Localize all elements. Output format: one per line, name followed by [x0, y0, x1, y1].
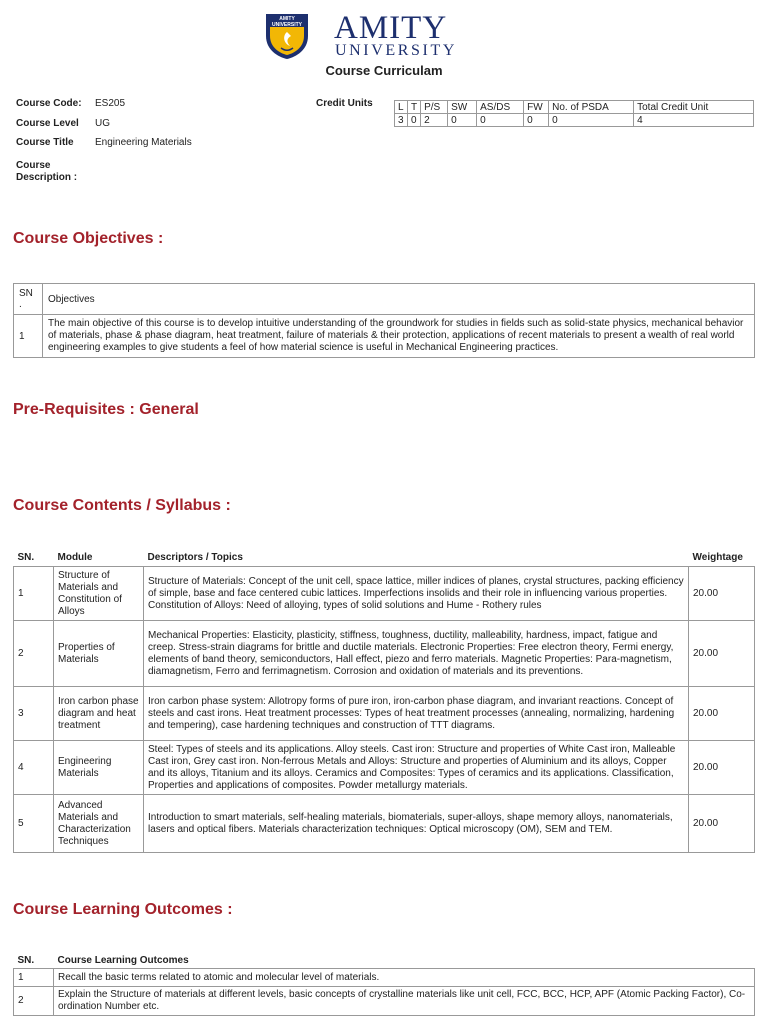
objectives-sn-header	[14, 284, 43, 315]
credit-header: P/S	[421, 101, 448, 114]
table-row	[14, 621, 755, 687]
table-row	[14, 741, 755, 795]
credit-table	[394, 100, 754, 127]
credit-value: 0	[448, 114, 477, 127]
table-row	[14, 969, 755, 987]
credit-value: 2	[421, 114, 448, 127]
credit-units-label: Credit Units	[316, 98, 373, 109]
credit-header: SW	[448, 101, 477, 114]
credit-header-row	[395, 101, 754, 114]
crest-text: AMITY UNIVERSITY	[271, 16, 302, 28]
syllabus-module: Iron carbon phase diagram and heat treatment	[54, 687, 144, 741]
objectives-header-row	[14, 284, 755, 315]
course-code-value: ES205	[95, 98, 126, 109]
credit-value: 0	[408, 114, 421, 127]
credit-value: 3	[395, 114, 408, 127]
sn-header-line1: SN	[19, 288, 33, 299]
table-row	[14, 567, 755, 621]
syllabus-weight-header: Weightage	[692, 551, 743, 563]
syllabus-module-header: Module	[57, 551, 93, 563]
credit-header: Total Credit Unit	[634, 101, 754, 114]
table-row	[14, 795, 755, 853]
credit-value-row	[395, 114, 754, 127]
outcome-sn: 1	[14, 969, 54, 987]
objective-text: The main objective of this course is to develop intuitive understanding of the groundwork for studies in fields such as solid-state physics, mechanical behavior of materials, phase & phase diagram, heat treatment, failure of materials & their protection, applications of recent materials to present a wealth of real world engineering examples to give students a feel of how material science is useful in Mechanical Engineering practices.	[43, 315, 755, 358]
syllabus-table	[13, 548, 755, 853]
outcome-text: Recall the basic terms related to atomic and molecular level of materials.	[54, 969, 755, 987]
syllabus-desc-header: Descriptors / Topics	[147, 551, 243, 563]
course-code-label: Course Code:	[16, 98, 82, 109]
syllabus-desc: Iron carbon phase system: Allotropy forms of pure iron, iron-carbon phase diagram, and invariant reactions. Concept of steels and cast irons. Heat treatment processes: Types of heat treatment processes (annealing, normalizing, hardening and tempering), case hardening techniques and construction of TTT diagrams.	[144, 687, 689, 741]
outcomes-heading: Course Learning Outcomes :	[13, 901, 233, 918]
table-row	[14, 315, 755, 358]
desc-label-line2: Description :	[16, 172, 78, 183]
desc-label-line1: Course	[16, 160, 51, 171]
syllabus-sn: 3	[14, 687, 54, 741]
course-level-label: Course Level	[16, 118, 79, 129]
syllabus-weight: 20.00	[689, 795, 755, 853]
logo-line2: UNIVERSITY	[335, 42, 457, 59]
syllabus-module: Structure of Materials and Constitution of Alloys	[54, 567, 144, 621]
page-title: Course Curriculam	[325, 63, 443, 78]
course-title-value: Engineering Materials	[95, 137, 192, 148]
table-row	[14, 987, 755, 1016]
course-level-value: UG	[95, 118, 110, 129]
credit-header: L	[395, 101, 408, 114]
credit-value: 0	[477, 114, 524, 127]
credit-header: No. of PSDA	[549, 101, 634, 114]
syllabus-desc: Structure of Materials: Concept of the unit cell, space lattice, miller indices of planes, crystal structures, packing efficiency of simple, base and face centered cubic lattices. Imperfections insolids and their role in influencing various properties. Constitution of Alloys: Need of alloying, types of solid solutions and Hume - Rothery rules	[144, 567, 689, 621]
syllabus-weight: 20.00	[689, 567, 755, 621]
syllabus-module: Engineering Materials	[54, 741, 144, 795]
syllabus-module: Advanced Materials and Characterization Techniques	[54, 795, 144, 853]
objective-sn: 1	[14, 315, 43, 358]
syllabus-sn: 4	[14, 741, 54, 795]
syllabus-sn: 1	[14, 567, 54, 621]
syllabus-sn: 2	[14, 621, 54, 687]
outcomes-col-header: Course Learning Outcomes	[57, 954, 189, 966]
credit-header: T	[408, 101, 421, 114]
course-description-label	[16, 160, 77, 184]
credit-value: 4	[634, 114, 754, 127]
outcomes-sn-header: SN.	[17, 954, 35, 966]
syllabus-desc: Mechanical Properties: Elasticity, plasticity, stiffness, toughness, ductility, malleability, hardness, impact, fatigue and creep. Stress-strain diagrams for brittle and ductile materials. Electronic Properties: Free electron theory, Fermi energy, elements of band theory, semiconductors, Hall effect, piezo and ferro materials. Magnetic Properties: Para-magnetism, diamagnetism, Ferro and ferrimagnetism. Corrosion and oxidation of materials and its preventions.	[144, 621, 689, 687]
objectives-table	[13, 283, 755, 358]
logo-line1: AMITY	[334, 10, 448, 46]
syllabus-desc: Steel: Types of steels and its applications. Alloy steels. Cast iron: Structure and properties of White Cast iron, Malleable Cast iron, Grey cast iron. Non-ferrous Metals and Alloys: Structure and properties of Aluminium and its alloys, Copper and its alloys, Titanium and its alloys. Ceramics and Composites: Types of ceramics and its applications. Classification, Properties and applications of composites. Powder metallurgy materials.	[144, 741, 689, 795]
prerequisites-heading: Pre-Requisites : General	[13, 401, 199, 418]
outcome-sn: 2	[14, 987, 54, 1016]
amity-logo	[262, 10, 512, 60]
credit-header: AS/DS	[477, 101, 524, 114]
syllabus-weight: 20.00	[689, 621, 755, 687]
sn-header-line2: .	[19, 299, 22, 310]
credit-value: 0	[524, 114, 549, 127]
outcome-text: Explain the Structure of materials at different levels, basic concepts of crystalline materials like unit cell, FCC, BCC, HCP, APF (Atomic Packing Factor), Co-ordination Number etc.	[54, 987, 755, 1016]
course-title-label: Course Title	[16, 137, 74, 148]
syllabus-heading: Course Contents / Syllabus :	[13, 497, 231, 514]
syllabus-weight: 20.00	[689, 741, 755, 795]
credit-header: FW	[524, 101, 549, 114]
objectives-col-header: Objectives	[43, 284, 755, 315]
syllabus-sn: 5	[14, 795, 54, 853]
outcomes-header-row	[14, 952, 755, 969]
objectives-heading: Course Objectives :	[13, 230, 164, 247]
outcomes-table	[13, 952, 755, 1016]
table-row	[14, 687, 755, 741]
syllabus-sn-header: SN.	[17, 551, 35, 563]
credit-value: 0	[549, 114, 634, 127]
syllabus-header-row	[14, 548, 755, 567]
syllabus-weight: 20.00	[689, 687, 755, 741]
syllabus-module: Properties of Materials	[54, 621, 144, 687]
syllabus-desc: Introduction to smart materials, self-healing materials, biomaterials, super-alloys, shape memory alloys, nanomaterials, lasers and optical fibers. Materials characterization techniques: Optical microscopy (OM), SEM and TEM.	[144, 795, 689, 853]
